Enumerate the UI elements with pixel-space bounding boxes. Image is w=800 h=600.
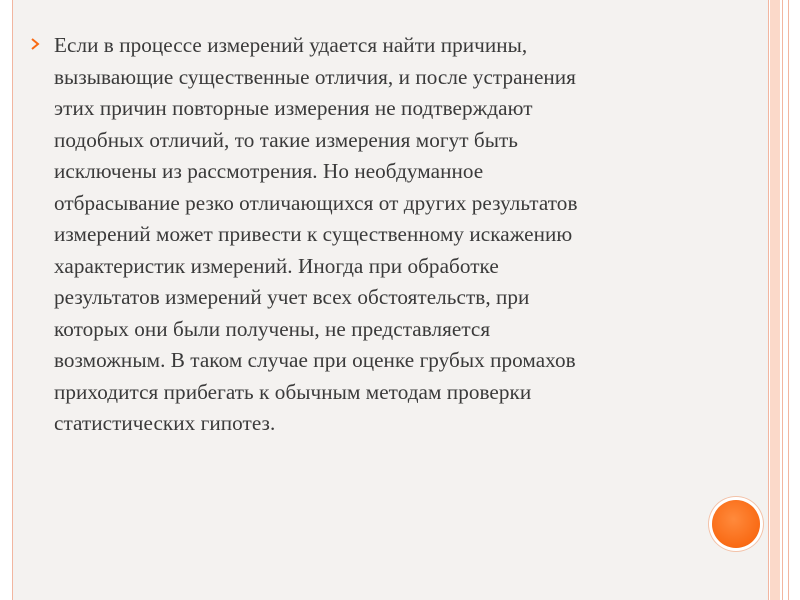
right-border-line-mid — [782, 0, 783, 600]
text-line: этих причин повторные измерения не подтверждают — [54, 96, 533, 120]
right-border-band — [770, 0, 780, 600]
text-line: статистических гипотез. — [54, 411, 276, 435]
left-border-line — [12, 0, 13, 600]
orange-circle-decoration — [712, 500, 760, 548]
text-line: характеристик измерений. Иногда при обработке — [54, 253, 499, 278]
text-line: измерений может привести к существенному искажению — [54, 222, 573, 246]
bullet-paragraph — [30, 30, 720, 440]
chevron-right-icon — [30, 37, 46, 51]
text-line: Если в процессе измерений удается найти причины, — [54, 33, 528, 57]
text-line: вызывающие существенные отличия, и после устранения — [54, 64, 576, 89]
body-text — [46, 30, 578, 440]
text-line: возможным. В таком случае при оценке грубых промахов — [54, 348, 576, 372]
right-border-line-inner — [768, 0, 769, 600]
text-line: исключены из рассмотрения. Но необдуманное — [54, 159, 484, 183]
text-line: отбрасывание резко отличающихся от других результатов — [54, 190, 578, 215]
text-line: приходится прибегать к обычным методам проверки — [54, 379, 532, 404]
text-line: которых они были получены, не представляется — [54, 316, 491, 341]
text-line: подобных отличий, то такие измерения могут быть — [54, 127, 519, 152]
right-border-line-outer — [788, 0, 789, 600]
text-line: результатов измерений учет всех обстоятельств, при — [54, 285, 530, 309]
